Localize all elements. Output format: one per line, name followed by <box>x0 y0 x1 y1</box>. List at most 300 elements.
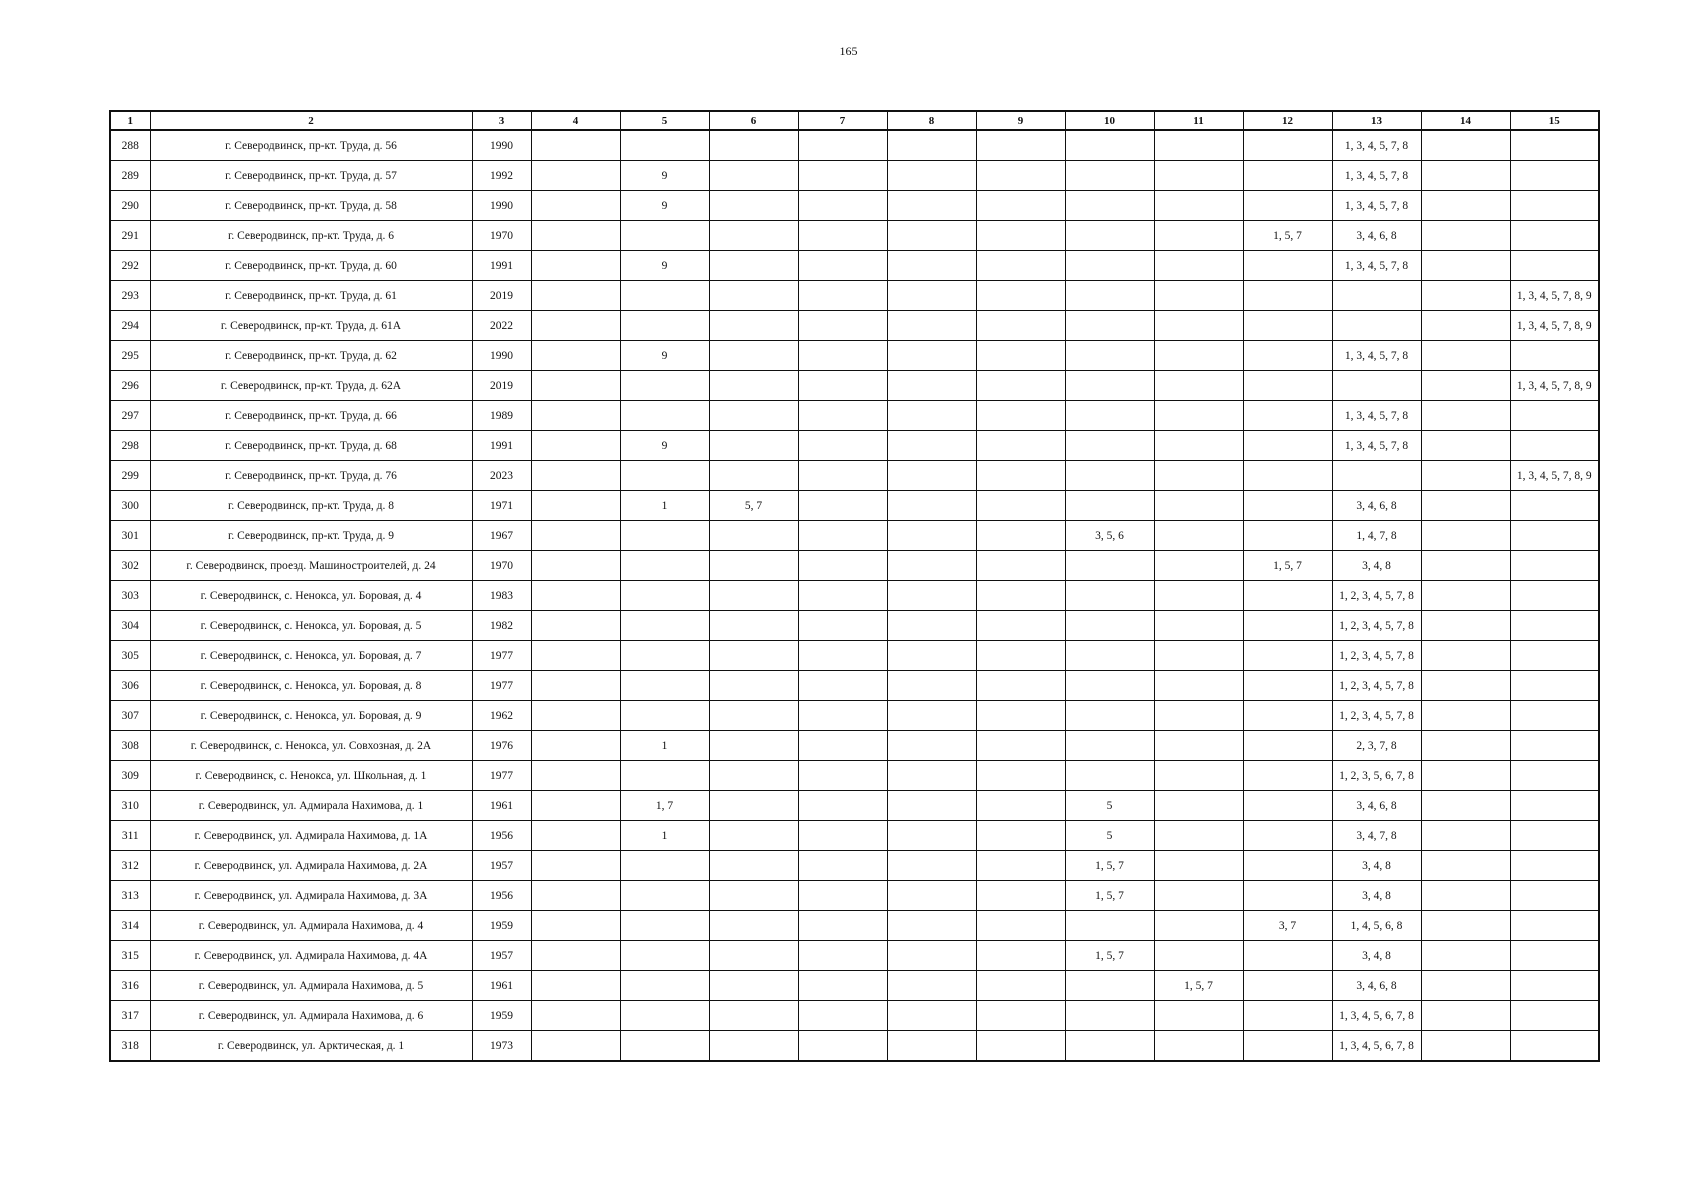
table-cell <box>1243 671 1332 701</box>
table-row <box>110 431 1599 461</box>
table-cell <box>531 521 620 551</box>
table-cell: 1970 <box>472 551 531 581</box>
table-cell <box>1510 251 1599 281</box>
table-cell <box>798 701 887 731</box>
table-cell <box>798 971 887 1001</box>
table-cell <box>887 311 976 341</box>
table-cell <box>709 191 798 221</box>
table-cell <box>887 521 976 551</box>
table-cell: 5 <box>1065 791 1154 821</box>
table-cell: 1, 3, 4, 5, 7, 8 <box>1332 161 1421 191</box>
table-cell <box>1243 161 1332 191</box>
table-row <box>110 371 1599 401</box>
table-cell: 317 <box>110 1001 150 1031</box>
header-row <box>110 111 1599 130</box>
table-cell <box>798 371 887 401</box>
table-cell <box>531 701 620 731</box>
table-cell <box>1065 1031 1154 1062</box>
table-cell: 1, 3, 4, 5, 7, 8 <box>1332 191 1421 221</box>
address-cell: г. Северодвинск, пр-кт. Труда, д. 62 <box>150 341 472 371</box>
address-cell: г. Северодвинск, ул. Адмирала Нахимова, д. 1 <box>150 791 472 821</box>
table-cell <box>976 1031 1065 1062</box>
table-cell <box>531 130 620 161</box>
table-cell: 1 <box>620 731 709 761</box>
address-cell: г. Северодвинск, пр-кт. Труда, д. 62А <box>150 371 472 401</box>
address-cell: г. Северодвинск, пр-кт. Труда, д. 58 <box>150 191 472 221</box>
table-cell <box>1510 221 1599 251</box>
address-cell: г. Северодвинск, ул. Адмирала Нахимова, д. 4 <box>150 911 472 941</box>
table-cell: 1970 <box>472 221 531 251</box>
table-cell: 3, 4, 6, 8 <box>1332 221 1421 251</box>
column-header-13: 13 <box>1332 111 1421 130</box>
table-cell <box>798 161 887 191</box>
table-cell <box>531 551 620 581</box>
table-cell: 1977 <box>472 671 531 701</box>
table-cell <box>887 731 976 761</box>
table-cell <box>1154 791 1243 821</box>
address-cell: г. Северодвинск, пр-кт. Труда, д. 76 <box>150 461 472 491</box>
address-cell: г. Северодвинск, пр-кт. Труда, д. 8 <box>150 491 472 521</box>
table-cell <box>798 311 887 341</box>
table-cell: 3, 4, 7, 8 <box>1332 821 1421 851</box>
table-cell: 1956 <box>472 821 531 851</box>
table-cell <box>1154 341 1243 371</box>
table-cell <box>1510 491 1599 521</box>
table-cell <box>1065 731 1154 761</box>
table-cell: 3, 4, 8 <box>1332 551 1421 581</box>
table-cell: 1989 <box>472 401 531 431</box>
table-cell <box>976 791 1065 821</box>
table-cell: 1956 <box>472 881 531 911</box>
table-cell: 1991 <box>472 431 531 461</box>
table-cell: 313 <box>110 881 150 911</box>
table-row <box>110 130 1599 161</box>
table-cell <box>1154 371 1243 401</box>
table-cell <box>1510 401 1599 431</box>
table-cell <box>1154 281 1243 311</box>
table-cell <box>1510 611 1599 641</box>
table-cell: 1957 <box>472 941 531 971</box>
table-cell <box>976 941 1065 971</box>
table-cell: 1, 2, 3, 4, 5, 7, 8 <box>1332 611 1421 641</box>
table-cell <box>1243 731 1332 761</box>
table-cell <box>1510 161 1599 191</box>
table-cell <box>1510 941 1599 971</box>
address-cell: г. Северодвинск, проезд. Машиностроителей, д. 24 <box>150 551 472 581</box>
table-row <box>110 701 1599 731</box>
table-cell <box>1243 791 1332 821</box>
table-cell: 308 <box>110 731 150 761</box>
table-cell: 1, 2, 3, 4, 5, 7, 8 <box>1332 701 1421 731</box>
table-cell: 1976 <box>472 731 531 761</box>
address-cell: г. Северодвинск, ул. Адмирала Нахимова, д. 1А <box>150 821 472 851</box>
table-cell: 1983 <box>472 581 531 611</box>
table-cell: 1, 4, 5, 6, 8 <box>1332 911 1421 941</box>
table-cell <box>1243 461 1332 491</box>
column-header-11: 11 <box>1154 111 1243 130</box>
table-cell <box>1421 641 1510 671</box>
table-cell <box>620 1001 709 1031</box>
table-cell: 1, 5, 7 <box>1065 881 1154 911</box>
table-row <box>110 911 1599 941</box>
table-cell <box>798 941 887 971</box>
table-cell <box>976 281 1065 311</box>
table-cell <box>531 401 620 431</box>
table-cell: 1, 3, 4, 5, 7, 8 <box>1332 341 1421 371</box>
table-cell: 1, 3, 4, 5, 7, 8 <box>1332 251 1421 281</box>
table-cell: 1992 <box>472 161 531 191</box>
table-cell <box>976 881 1065 911</box>
table-cell <box>887 401 976 431</box>
table-cell <box>1154 881 1243 911</box>
table-cell <box>887 941 976 971</box>
table-row <box>110 491 1599 521</box>
table-cell <box>531 731 620 761</box>
table-cell <box>1154 1001 1243 1031</box>
table-cell <box>1243 251 1332 281</box>
table-cell <box>1510 341 1599 371</box>
table-cell: 1 <box>620 821 709 851</box>
table-cell: 1 <box>620 491 709 521</box>
table-cell <box>798 341 887 371</box>
table-body <box>110 130 1599 1061</box>
table-cell: 1971 <box>472 491 531 521</box>
table-cell <box>1065 161 1154 191</box>
table-cell <box>798 641 887 671</box>
table-cell <box>1243 311 1332 341</box>
table-cell <box>1065 581 1154 611</box>
table-cell <box>709 461 798 491</box>
table-cell <box>976 611 1065 641</box>
table-cell: 1957 <box>472 851 531 881</box>
table-cell <box>1421 911 1510 941</box>
table-cell <box>1154 821 1243 851</box>
table-cell <box>709 581 798 611</box>
table-cell <box>976 401 1065 431</box>
table-cell <box>1243 611 1332 641</box>
table-cell <box>1421 731 1510 761</box>
table-cell: 297 <box>110 401 150 431</box>
table-row <box>110 161 1599 191</box>
table-cell <box>1154 311 1243 341</box>
table-cell: 1, 3, 4, 5, 7, 8, 9 <box>1510 461 1599 491</box>
table-cell <box>709 971 798 1001</box>
table-cell <box>798 251 887 281</box>
table-cell <box>620 130 709 161</box>
table-cell <box>887 371 976 401</box>
table-cell: 3, 4, 8 <box>1332 851 1421 881</box>
table-cell <box>887 341 976 371</box>
table-cell <box>1421 761 1510 791</box>
table-cell: 3, 5, 6 <box>1065 521 1154 551</box>
table-cell <box>798 401 887 431</box>
table-cell <box>1421 581 1510 611</box>
table-cell: 289 <box>110 161 150 191</box>
table-row <box>110 191 1599 221</box>
table-cell <box>1154 611 1243 641</box>
table-cell: 3, 4, 8 <box>1332 881 1421 911</box>
table-cell <box>887 161 976 191</box>
table-cell <box>1510 191 1599 221</box>
table-cell <box>798 521 887 551</box>
table-cell <box>620 371 709 401</box>
table-cell: 293 <box>110 281 150 311</box>
table-cell: 1, 4, 7, 8 <box>1332 521 1421 551</box>
table-cell: 302 <box>110 551 150 581</box>
table-cell: 304 <box>110 611 150 641</box>
address-cell: г. Северодвинск, пр-кт. Труда, д. 9 <box>150 521 472 551</box>
table-cell <box>709 341 798 371</box>
table-cell <box>1243 761 1332 791</box>
table-cell <box>531 251 620 281</box>
table-cell <box>709 851 798 881</box>
column-header-4: 4 <box>531 111 620 130</box>
table-cell <box>887 431 976 461</box>
table-cell <box>976 341 1065 371</box>
table-row <box>110 461 1599 491</box>
table-cell <box>1154 251 1243 281</box>
table-cell <box>798 1001 887 1031</box>
table-cell <box>531 971 620 1001</box>
table-cell <box>1510 581 1599 611</box>
table-cell <box>531 911 620 941</box>
table-cell <box>976 731 1065 761</box>
table-cell <box>798 611 887 641</box>
table-cell <box>887 611 976 641</box>
table-cell <box>709 311 798 341</box>
table-cell <box>798 130 887 161</box>
table-cell <box>798 581 887 611</box>
column-header-1: 1 <box>110 111 150 130</box>
table-cell: 1, 3, 4, 5, 6, 7, 8 <box>1332 1031 1421 1062</box>
table-cell: 298 <box>110 431 150 461</box>
table-cell <box>1332 311 1421 341</box>
table-cell <box>887 251 976 281</box>
table-cell <box>976 851 1065 881</box>
address-cell: г. Северодвинск, с. Ненокса, ул. Боровая, д. 5 <box>150 611 472 641</box>
table-cell <box>531 641 620 671</box>
table-cell <box>531 941 620 971</box>
table-row <box>110 761 1599 791</box>
table-cell <box>976 671 1065 701</box>
table-cell <box>798 671 887 701</box>
table-cell <box>531 791 620 821</box>
table-cell: 1, 3, 4, 5, 7, 8, 9 <box>1510 281 1599 311</box>
table-cell <box>1243 881 1332 911</box>
column-header-2: 2 <box>150 111 472 130</box>
table-cell <box>531 1001 620 1031</box>
table-cell: 316 <box>110 971 150 1001</box>
table-cell: 291 <box>110 221 150 251</box>
table-cell <box>798 191 887 221</box>
table-row <box>110 1001 1599 1031</box>
table-cell <box>1065 130 1154 161</box>
table-cell <box>887 881 976 911</box>
table-cell <box>887 971 976 1001</box>
table-cell: 300 <box>110 491 150 521</box>
table-cell <box>709 551 798 581</box>
table-cell <box>709 761 798 791</box>
table-cell <box>976 971 1065 1001</box>
table-cell <box>1065 611 1154 641</box>
table-cell <box>1154 551 1243 581</box>
table-cell: 3, 4, 8 <box>1332 941 1421 971</box>
table-cell <box>1243 431 1332 461</box>
table-cell <box>976 701 1065 731</box>
table-cell: 2019 <box>472 371 531 401</box>
table-cell <box>531 581 620 611</box>
table-cell <box>887 701 976 731</box>
table-cell <box>887 221 976 251</box>
address-cell: г. Северодвинск, с. Ненокса, ул. Боровая, д. 9 <box>150 701 472 731</box>
table-cell <box>531 611 620 641</box>
table-cell <box>620 881 709 911</box>
table-cell <box>620 911 709 941</box>
table-cell <box>1243 191 1332 221</box>
column-header-12: 12 <box>1243 111 1332 130</box>
table-cell: 9 <box>620 191 709 221</box>
table-row <box>110 311 1599 341</box>
table-cell <box>976 491 1065 521</box>
address-cell: г. Северодвинск, пр-кт. Труда, д. 60 <box>150 251 472 281</box>
table-row <box>110 521 1599 551</box>
table-cell <box>887 461 976 491</box>
table-cell: 1961 <box>472 971 531 1001</box>
table-cell <box>1421 311 1510 341</box>
table-cell <box>1421 611 1510 641</box>
table-row <box>110 641 1599 671</box>
table-cell <box>1154 761 1243 791</box>
table-cell: 3, 4, 6, 8 <box>1332 971 1421 1001</box>
table-row <box>110 731 1599 761</box>
table-cell <box>798 551 887 581</box>
table-cell <box>976 371 1065 401</box>
table-cell <box>976 161 1065 191</box>
table-cell <box>1065 281 1154 311</box>
table-cell <box>1243 821 1332 851</box>
table-cell <box>709 941 798 971</box>
table-cell <box>531 881 620 911</box>
address-cell: г. Северодвинск, пр-кт. Труда, д. 6 <box>150 221 472 251</box>
table-cell <box>976 311 1065 341</box>
table-cell <box>1154 491 1243 521</box>
table-cell: 1, 5, 7 <box>1154 971 1243 1001</box>
table-cell: 1990 <box>472 191 531 221</box>
column-header-10: 10 <box>1065 111 1154 130</box>
table-row <box>110 971 1599 1001</box>
table-cell <box>709 881 798 911</box>
table-cell <box>1243 281 1332 311</box>
table-cell: 1, 7 <box>620 791 709 821</box>
table-cell: 1961 <box>472 791 531 821</box>
table-cell <box>887 851 976 881</box>
table-cell <box>1243 971 1332 1001</box>
table-cell: 1977 <box>472 761 531 791</box>
address-cell: г. Северодвинск, с. Ненокса, ул. Боровая, д. 8 <box>150 671 472 701</box>
table-row <box>110 821 1599 851</box>
table-cell <box>1065 911 1154 941</box>
table-cell <box>1421 1001 1510 1031</box>
table-cell: 1, 3, 4, 5, 7, 8, 9 <box>1510 311 1599 341</box>
table-cell: 306 <box>110 671 150 701</box>
table-cell: 1, 2, 3, 4, 5, 7, 8 <box>1332 641 1421 671</box>
table-cell <box>976 191 1065 221</box>
table-cell <box>1421 161 1510 191</box>
table-cell <box>620 851 709 881</box>
table-cell <box>887 911 976 941</box>
address-cell: г. Северодвинск, пр-кт. Труда, д. 66 <box>150 401 472 431</box>
table-cell <box>531 761 620 791</box>
table-cell <box>1510 1031 1599 1062</box>
table-cell <box>1510 130 1599 161</box>
table-row <box>110 581 1599 611</box>
table-cell: 2019 <box>472 281 531 311</box>
table-cell <box>531 1031 620 1062</box>
table-cell <box>798 491 887 521</box>
table-cell <box>1421 701 1510 731</box>
table-cell <box>620 701 709 731</box>
table-cell <box>1421 1031 1510 1062</box>
table-cell <box>1332 371 1421 401</box>
register-table <box>109 110 1600 1062</box>
table-cell <box>798 911 887 941</box>
address-cell: г. Северодвинск, ул. Адмирала Нахимова, д. 2А <box>150 851 472 881</box>
table-cell <box>709 371 798 401</box>
table-row <box>110 881 1599 911</box>
column-header-3: 3 <box>472 111 531 130</box>
table-cell: 1990 <box>472 341 531 371</box>
table-cell <box>1510 701 1599 731</box>
table-cell <box>1243 851 1332 881</box>
table-cell <box>1065 221 1154 251</box>
table-cell <box>1154 521 1243 551</box>
table-row <box>110 1031 1599 1062</box>
table-cell <box>976 251 1065 281</box>
table-row <box>110 851 1599 881</box>
table-cell: 3, 4, 6, 8 <box>1332 491 1421 521</box>
table-cell: 309 <box>110 761 150 791</box>
table-cell <box>887 581 976 611</box>
table-cell: 1990 <box>472 130 531 161</box>
table-cell: 305 <box>110 641 150 671</box>
table-cell <box>1065 491 1154 521</box>
table-cell <box>620 761 709 791</box>
table-cell <box>887 761 976 791</box>
table-cell <box>620 311 709 341</box>
table-cell <box>1510 671 1599 701</box>
table-cell: 290 <box>110 191 150 221</box>
table-cell: 2, 3, 7, 8 <box>1332 731 1421 761</box>
table-cell: 295 <box>110 341 150 371</box>
table-cell <box>531 281 620 311</box>
table-cell <box>1154 130 1243 161</box>
table-cell <box>709 281 798 311</box>
table-cell <box>1421 551 1510 581</box>
table-cell: 1, 5, 7 <box>1243 221 1332 251</box>
table-cell <box>709 130 798 161</box>
table-cell: 1, 3, 4, 5, 7, 8, 9 <box>1510 371 1599 401</box>
table-cell: 315 <box>110 941 150 971</box>
table-cell <box>976 551 1065 581</box>
table-cell <box>1065 1001 1154 1031</box>
table-cell <box>709 701 798 731</box>
table-row <box>110 221 1599 251</box>
table-cell <box>620 611 709 641</box>
table-cell <box>1154 581 1243 611</box>
table-row <box>110 611 1599 641</box>
table-cell: 2022 <box>472 311 531 341</box>
address-cell: г. Северодвинск, пр-кт. Труда, д. 57 <box>150 161 472 191</box>
